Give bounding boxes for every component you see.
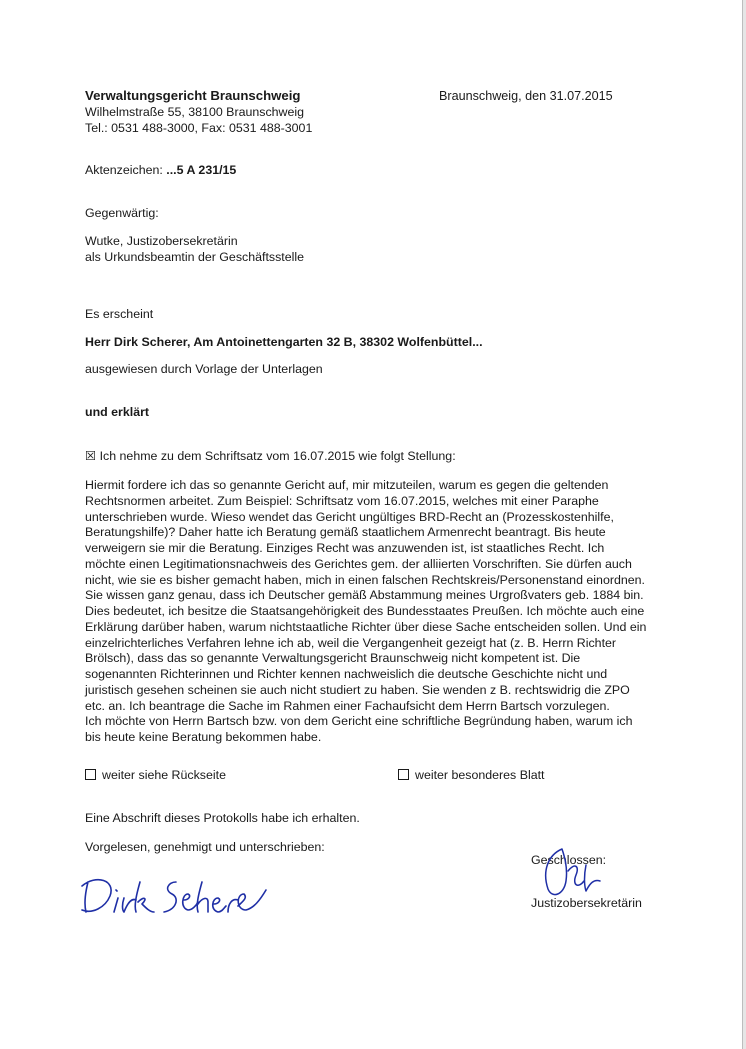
court-contact: Tel.: 0531 488-3000, Fax: 0531 488-3001	[85, 120, 313, 135]
court-header	[85, 88, 312, 136]
statement-line: verweigern sie mir die Beratung. Einziges Recht was anzuwenden ist, ist staatliches Recht. Ich	[85, 541, 605, 555]
case-reference	[85, 163, 236, 179]
identification-note: ausgewiesen durch Vorlage der Unterlagen	[85, 362, 323, 376]
statement-line: nicht, wie sie es bisher gemacht haben, mich in einen falschen Rechtskreis/Personenstand einordnen.	[85, 572, 645, 587]
clerk-block	[85, 234, 304, 266]
declares-label: und erklärt	[85, 405, 150, 419]
statement-line: juristisch gesehen scheinen sie auch nicht studiert zu haben. Sie wenden z B. rechtswidrig die ZPO	[85, 682, 630, 697]
statement-line: sogenannten Richterinnen und Richter kennen nachweislich die deutsche Geschichte nicht und	[85, 667, 608, 681]
statement-line: Ich möchte von Herrn Bartsch bzw. von dem Gericht eine schriftliche Begründung haben, warum ich	[85, 714, 633, 729]
option-backside	[85, 768, 226, 784]
clerk-signature	[538, 845, 610, 903]
statement-line: Dies bedeutet, ich besitze die Staatsangehörigkeit des Bundesstaates Preußen. Ich möchte auch eine	[85, 604, 645, 618]
court-address: Wilhelmstraße 55, 38100 Braunschweig	[85, 104, 305, 119]
user-signature	[76, 868, 276, 924]
page-edge-line	[742, 0, 743, 1049]
statement-line: Sie wissen ganz genau, dass ich Deutscher gemäß Abstammung meines Urgroßvaters geb. 1884 bin.	[85, 588, 644, 603]
statement-heading	[85, 449, 456, 465]
option-separate-sheet	[398, 768, 545, 784]
statement-line: bis heute keine Beratung bekommen habe.	[85, 730, 322, 744]
case-label: Aktenzeichen:	[85, 163, 163, 177]
case-number: ...5 A 231/15	[166, 163, 237, 177]
option-backside-label: weiter siehe Rückseite	[102, 768, 226, 782]
statement-line: einzelrichterliches Verfahren lehne ich ab, weil die Vergangenheit gezeigt hat (z. B. Herrn Richter	[85, 635, 617, 650]
closed-label: Geschlossen:	[531, 853, 607, 867]
checked-box-icon: ☒	[85, 449, 97, 463]
appears-label: Es erscheint	[85, 307, 154, 321]
statement-line: Brölsch), dass das so genannte Verwaltungsgericht Braunschweig nicht kompetent ist. Die	[85, 651, 581, 666]
appearing-person: Herr Dirk Scherer, Am Antoinettengarten 32 B, 38302 Wolfenbüttel...	[85, 335, 483, 349]
empty-checkbox-icon	[85, 769, 96, 780]
statement-line: Rechtsnormen arbeitet. Zum Beispiel: Schriftsatz vom 16.07.2015, welches mit einer Paraphe	[85, 493, 599, 508]
option-separate-sheet-label: weiter besonderes Blatt	[415, 768, 545, 782]
empty-checkbox-icon	[398, 769, 409, 780]
statement-line: Hiermit fordere ich das so genannte Gericht auf, mir mitzuteilen, warum es gegen die geltenden	[85, 478, 609, 492]
clerk-role: als Urkundsbeamtin der Geschäftsstelle	[85, 249, 305, 264]
clerk-name: Wutke, Justizobersekretärin	[85, 234, 238, 248]
statement-line: Beratungshilfe)? Daher hatte ich Beratung gemäß staatlichem Armenrecht beantragt. Bis heute	[85, 525, 606, 540]
statement-line: unterschrieben wurde. Wieso wendet das Gericht ungültiges BRD-Recht an (Prozesskostenhilfe,	[85, 509, 614, 524]
statement-heading-text: Ich nehme zu dem Schriftsatz vom 16.07.2015 wie folgt Stellung:	[99, 449, 456, 463]
statement-line: etc. an. Ich beantrage die Sache im Rahmen einer Fachaufsicht dem Herrn Bartsch vorzulegen.	[85, 698, 610, 713]
copy-received-note: Eine Abschrift dieses Protokolls habe ich erhalten.	[85, 811, 360, 825]
statement-line: möchte einen Legitimationsnachweis des Gerichtes gem. der alliierten Vorschriften. Sie dürfen auch	[85, 556, 632, 571]
read-approved-note: Vorgelesen, genehmigt und unterschrieben:	[85, 840, 325, 854]
present-label: Gegenwärtig:	[85, 206, 159, 220]
document-date: Braunschweig, den 31.07.2015	[439, 89, 613, 103]
court-name: Verwaltungsgericht Braunschweig	[85, 88, 301, 103]
statement-line: Erklärung darüber haben, warum nichtstaatliche Richter über diese Sache entscheiden sollen. Und ein	[85, 619, 647, 634]
clerk-title: Justizobersekretärin	[531, 896, 642, 910]
statement-body	[85, 478, 655, 746]
